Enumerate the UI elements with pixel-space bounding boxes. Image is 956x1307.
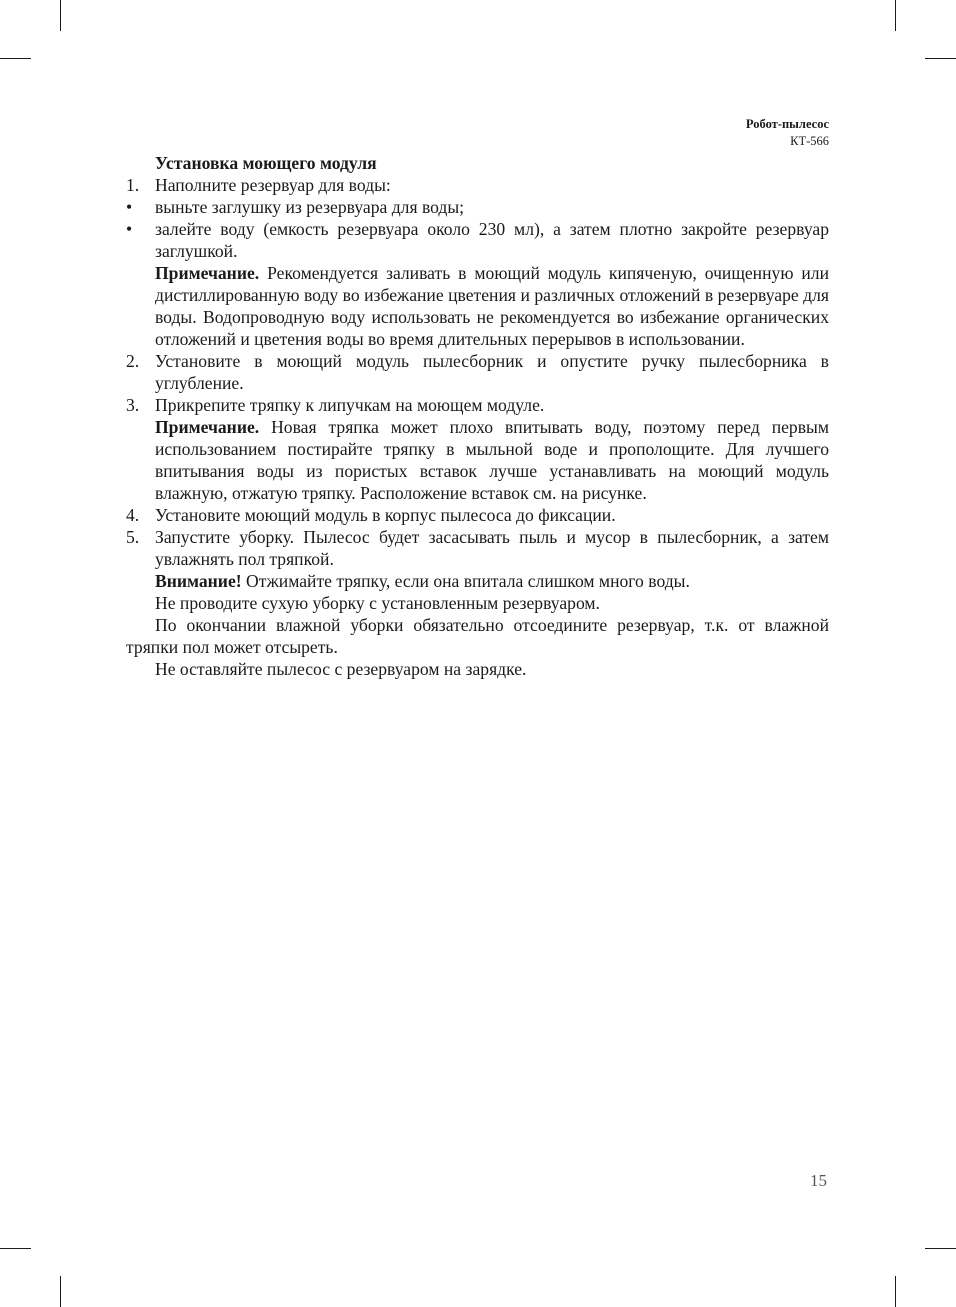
running-header [746,116,829,150]
crop-mark [895,0,896,31]
list-item-text: залейте воду (емкость резервуара около 230 мл), а затем плотно закройте резервуар заглушкой. [155,219,829,261]
list-item-text: Прикрепите тряпку к липучкам на моющем модуле. [155,395,545,415]
warning-text: Отжимайте тряпку, если она впитала слишком много воды. [241,571,690,591]
note-label: Примечание. [155,417,260,437]
bullet-marker: • [126,197,133,217]
list-marker: 1. [126,175,140,195]
note-text: Рекомендуется заливать в моющий модуль кипяченую, очищенную или дистиллированную воду во избежание цветения и различных отложений в резервуаре для воды. Водопроводную воду использовать не рекомендуется во избежание органических отложений и цветения воды во время длительных перерывов в использовании. [155,263,829,349]
list-marker: 3. [126,395,140,415]
warning-paragraph [126,570,829,592]
list-item [126,526,829,570]
body-paragraph: Не проводите сухую уборку с установленным резервуаром. [155,593,600,613]
list-item [126,350,829,394]
header-model: КТ-566 [790,134,829,148]
crop-mark [60,0,61,31]
list-item [126,196,829,218]
note-label: Примечание. [155,263,260,283]
warning-label: Внимание! [155,571,242,591]
body-paragraph: По окончании влажной уборки обязательно отсоедините резервуар, т.к. от влажной тряпки пол может отсыреть. [126,615,829,657]
document-body [126,152,829,680]
note-paragraph [126,416,829,504]
crop-mark [0,58,31,59]
list-marker: 2. [126,351,140,371]
list-item [126,218,829,262]
list-item-text: выньте заглушку из резервуара для воды; [155,197,465,217]
crop-mark [925,1248,956,1249]
list-marker: 5. [126,527,140,547]
crop-mark [895,1276,896,1307]
page-number: 15 [810,1171,827,1190]
crop-mark [60,1276,61,1307]
list-item [126,394,829,416]
bullet-marker: • [126,219,133,239]
crop-mark [0,1248,31,1249]
list-item-text: Установите в моющий модуль пылесборник и опустите ручку пылесборника в углубление. [155,351,829,393]
list-item-text: Установите моющий модуль в корпус пылесоса до фиксации. [155,505,616,525]
list-item-text: Запустите уборку. Пылесос будет засасывать пыль и мусор в пылесборник, а затем увлажнять пол тряпкой. [155,527,829,569]
crop-mark [925,58,956,59]
body-paragraph: Не оставляйте пылесос с резервуаром на зарядке. [155,659,527,679]
section-title: Установка моющего модуля [155,153,377,173]
note-paragraph [126,262,829,350]
list-marker: 4. [126,505,140,525]
list-item [126,504,829,526]
list-item-text: Наполните резервуар для воды: [155,175,391,195]
list-item [126,174,829,196]
note-text: Новая тряпка может плохо впитывать воду, поэтому перед первым использованием постирайте тряпку в мыльной воде и прополощите. Для лучшего впитывания воды из пористых вставок лучше устанавливать на моющий модуль влажную, отжатую тряпку. Расположение вставок см. на рисунке. [155,417,829,503]
header-product: Робот-пылесос [745,117,829,131]
